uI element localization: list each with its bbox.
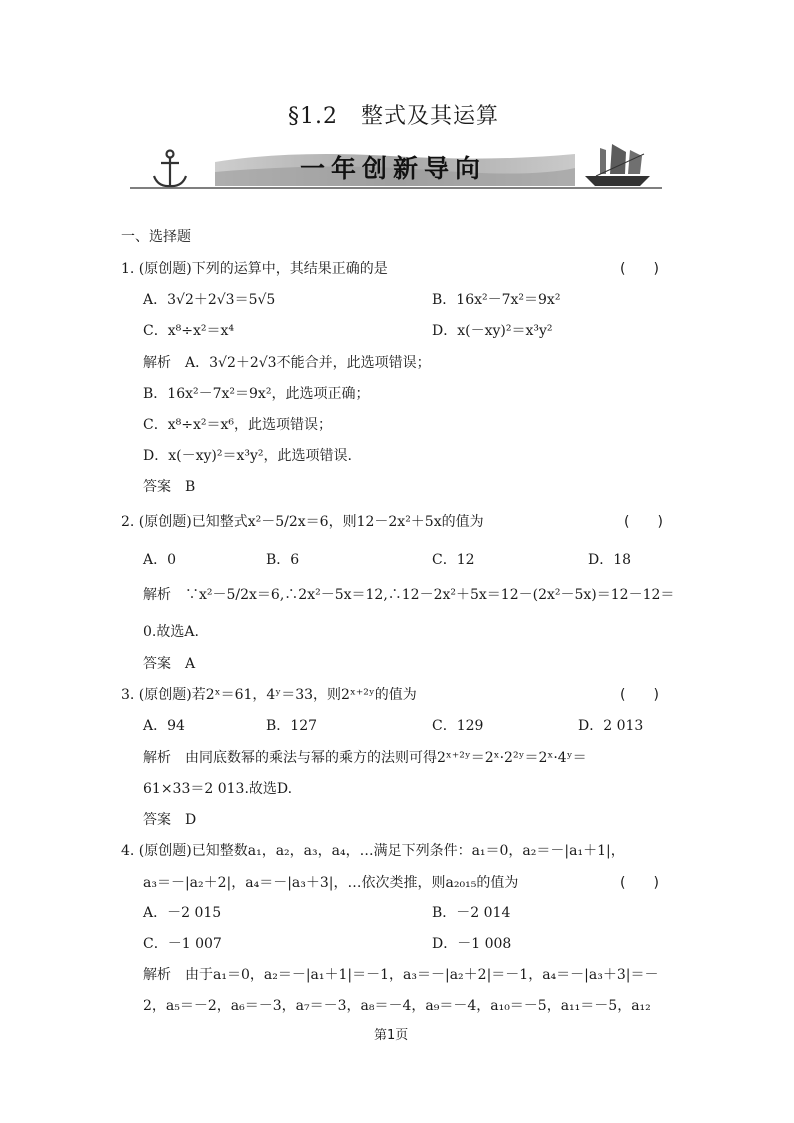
question-3-answer-blank: ( ) bbox=[620, 687, 659, 703]
question-1-answer: 答案 B bbox=[143, 479, 196, 495]
question-1-option-d: D．x(－xy)²＝x³y² bbox=[432, 323, 553, 339]
banner-title: 一年创新导向 bbox=[300, 154, 487, 183]
question-2-option-b: B．6 bbox=[266, 552, 300, 568]
question-3-analysis-line-2: 61×33＝2 013.故选D. bbox=[143, 781, 293, 797]
question-3-option-d: D．2 013 bbox=[578, 718, 644, 734]
question-2-option-d: D．18 bbox=[588, 552, 632, 568]
page-number: 第1页 bbox=[374, 1028, 409, 1043]
question-4-option-b: B．－2 014 bbox=[432, 905, 511, 921]
question-1-analysis-d: D．x(－xy)²＝x³y²，此选项错误. bbox=[143, 448, 352, 464]
question-4-analysis-line-1: 解析 由于a₁＝0，a₂＝－|a₁＋1|＝－1，a₃＝－|a₂＋2|＝－1，a₄＝－|a₃＋3|＝－ bbox=[143, 967, 659, 983]
question-1-stem: 1. (原创题)下列的运算中，其结果正确的是 bbox=[121, 261, 388, 277]
question-3-option-c: C．129 bbox=[432, 718, 484, 734]
question-1-analysis-c: C．x⁸÷x²＝x⁶，此选项错误； bbox=[143, 417, 332, 433]
question-4-answer-blank: ( ) bbox=[620, 875, 659, 891]
question-2-option-a: A．0 bbox=[143, 552, 177, 568]
question-3-answer: 答案 D bbox=[143, 812, 197, 828]
page-title: §1.2 整式及其运算 bbox=[288, 104, 499, 129]
question-4-option-d: D．－1 008 bbox=[432, 936, 512, 952]
question-1-analysis-a: 解析 A．3√2＋2√3不能合并，此选项错误； bbox=[143, 355, 431, 371]
section-heading: 一、选择题 bbox=[121, 229, 191, 245]
question-1-option-b: B．16x²－7x²＝9x² bbox=[432, 292, 561, 308]
question-2-stem: 2. (原创题)已知整式x²－5/2x＝6，则12－2x²＋5x的值为 bbox=[121, 514, 484, 530]
question-2-option-c: C．12 bbox=[432, 552, 475, 568]
question-4-option-c: C．－1 007 bbox=[143, 936, 222, 952]
question-1-analysis-b: B．16x²－7x²＝9x²，此选项正确； bbox=[143, 386, 370, 402]
question-4-stem-line-2: a₃＝－|a₂＋2|，a₄＝－|a₃＋3|，…依次类推，则a₂₀₁₅的值为 bbox=[143, 875, 519, 891]
question-1-option-c: C．x⁸÷x²＝x⁴ bbox=[143, 323, 234, 339]
question-2-analysis-line-2: 0.故选A. bbox=[143, 624, 199, 640]
question-4-option-a: A．－2 015 bbox=[143, 905, 222, 921]
question-3-option-b: B．127 bbox=[266, 718, 318, 734]
question-2-analysis-line-1: 解析 ∵x²－5/2x＝6,∴2x²－5x＝12,∴12－2x²＋5x＝12－(2x²－5x)＝12－12＝ bbox=[143, 587, 675, 603]
question-1-option-a: A．3√2＋2√3＝5√5 bbox=[143, 292, 276, 308]
question-1-answer-blank: ( ) bbox=[620, 261, 659, 277]
question-3-option-a: A．94 bbox=[143, 718, 185, 734]
ship-icon bbox=[585, 144, 650, 186]
anchor-icon bbox=[154, 151, 186, 187]
question-3-analysis-line-1: 解析 由同底数幂的乘法与幂的乘方的法则可得2ˣ⁺²ʸ＝2ˣ·2²ʸ＝2ˣ·4ʸ＝ bbox=[143, 750, 587, 766]
question-3-stem: 3. (原创题)若2ˣ＝61，4ʸ＝33，则2ˣ⁺²ʸ的值为 bbox=[121, 687, 417, 703]
question-2-answer: 答案 A bbox=[143, 656, 196, 672]
question-4-analysis-line-2: 2，a₅＝－2，a₆＝－3，a₇＝－3，a₈＝－4，a₉＝－4，a₁₀＝－5，a₁₁＝－5，a₁₂ bbox=[143, 998, 651, 1014]
question-2-answer-blank: ( ) bbox=[624, 514, 663, 530]
question-4-stem-line-1: 4. (原创题)已知整数a₁，a₂，a₃，a₄，…满足下列条件：a₁＝0，a₂＝－|a₁＋1|， bbox=[121, 843, 625, 859]
